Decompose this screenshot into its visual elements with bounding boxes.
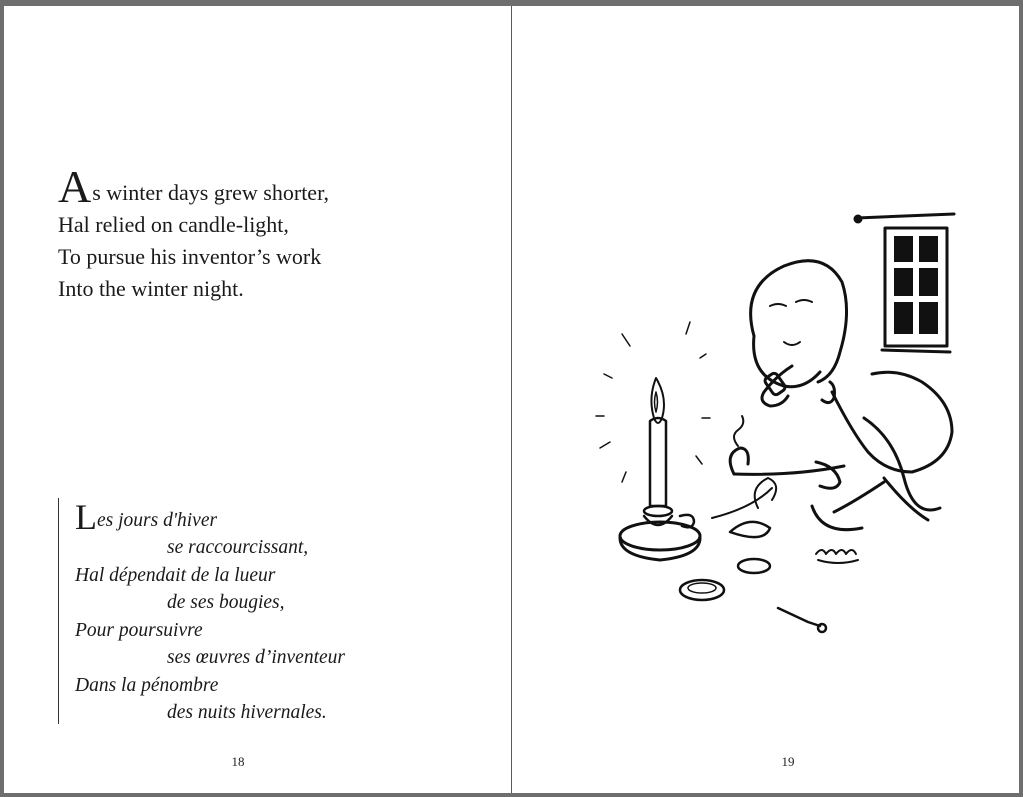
french-dropcap: L [75, 497, 97, 537]
illustration-inventor-candle [582, 156, 1002, 656]
window-illustration [854, 214, 954, 352]
french-poem-line-5: Pour poursuivre [75, 620, 203, 641]
french-poem-line-3: Hal dépendait de la lueur [75, 565, 276, 586]
french-poem-line-7: Dans la pénombre [75, 675, 219, 696]
french-poem-line-8: des nuits hivernales. [167, 701, 327, 723]
page-number-left: 18 [231, 754, 245, 769]
workbench-items [680, 478, 858, 632]
french-poem-line-2: se raccourcissant, [167, 536, 309, 558]
french-poem-line-4: de ses bougies, [167, 591, 285, 613]
english-poem-line-2: Hal relied on candle-light, [58, 212, 289, 237]
inventor-figure [730, 261, 952, 530]
book-spread [4, 6, 1019, 793]
english-poem-line-1 [58, 161, 330, 212]
left-page [4, 6, 511, 793]
french-poem-block [58, 498, 419, 724]
french-poem-line-6: ses œuvres d’inventeur [167, 646, 345, 668]
french-poem-line-1 [75, 497, 345, 537]
candle-illustration [596, 322, 710, 560]
english-poem-line-3: To pursue his inventor’s work [58, 244, 322, 269]
french-poem [75, 497, 345, 726]
english-poem [58, 161, 330, 305]
right-page [512, 6, 1019, 793]
english-first-line-text: s winter days grew shorter, [92, 180, 330, 205]
french-first-line-text: es jours d'hiver [97, 510, 218, 531]
english-dropcap: A [58, 161, 92, 212]
english-poem-line-4: Into the winter night. [58, 276, 244, 301]
page-number-right: 19 [781, 754, 795, 769]
